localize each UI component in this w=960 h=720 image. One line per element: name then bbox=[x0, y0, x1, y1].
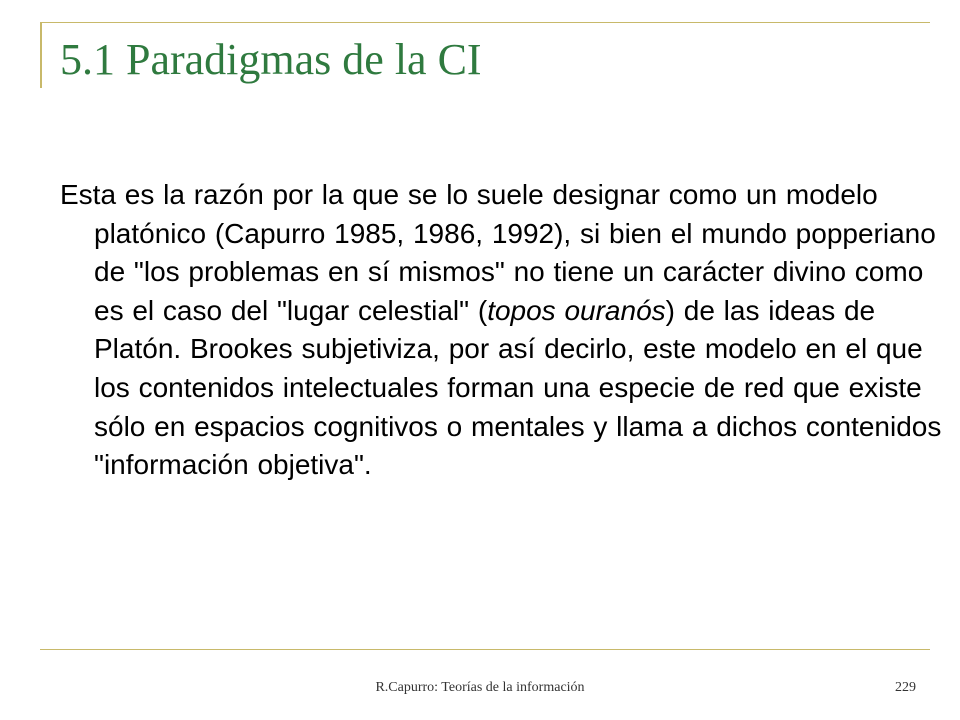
body-text-part1: Esta es la razón por la que se lo suele designar como un modelo platónico (Capurro 1985, 1986, 1992), si bien el mundo popperiano de "los problemas en sí mismos" no tiene un carácter divino como es el caso del "lugar celestial" ( bbox=[60, 179, 936, 326]
footer-text: R.Capurro: Teorías de la información bbox=[375, 680, 585, 695]
page-number: 229 bbox=[895, 680, 916, 695]
bottom-rule bbox=[40, 649, 930, 650]
top-rule bbox=[40, 22, 930, 23]
slide-title: 5.1 Paradigmas de la CI bbox=[60, 35, 482, 84]
body-text-italic: topos ouranós bbox=[487, 294, 666, 326]
body-paragraph bbox=[60, 176, 954, 485]
body-text-part2: ) de las ideas de Platón. Brookes subjetiviza, por así decirlo, este modelo en el que los contenidos intelectuales forman una especie de red que existe sólo en espacios cognitivos o mentales y llama a dichos contenidos "información objetiva". bbox=[94, 294, 942, 481]
left-rule bbox=[40, 22, 42, 88]
